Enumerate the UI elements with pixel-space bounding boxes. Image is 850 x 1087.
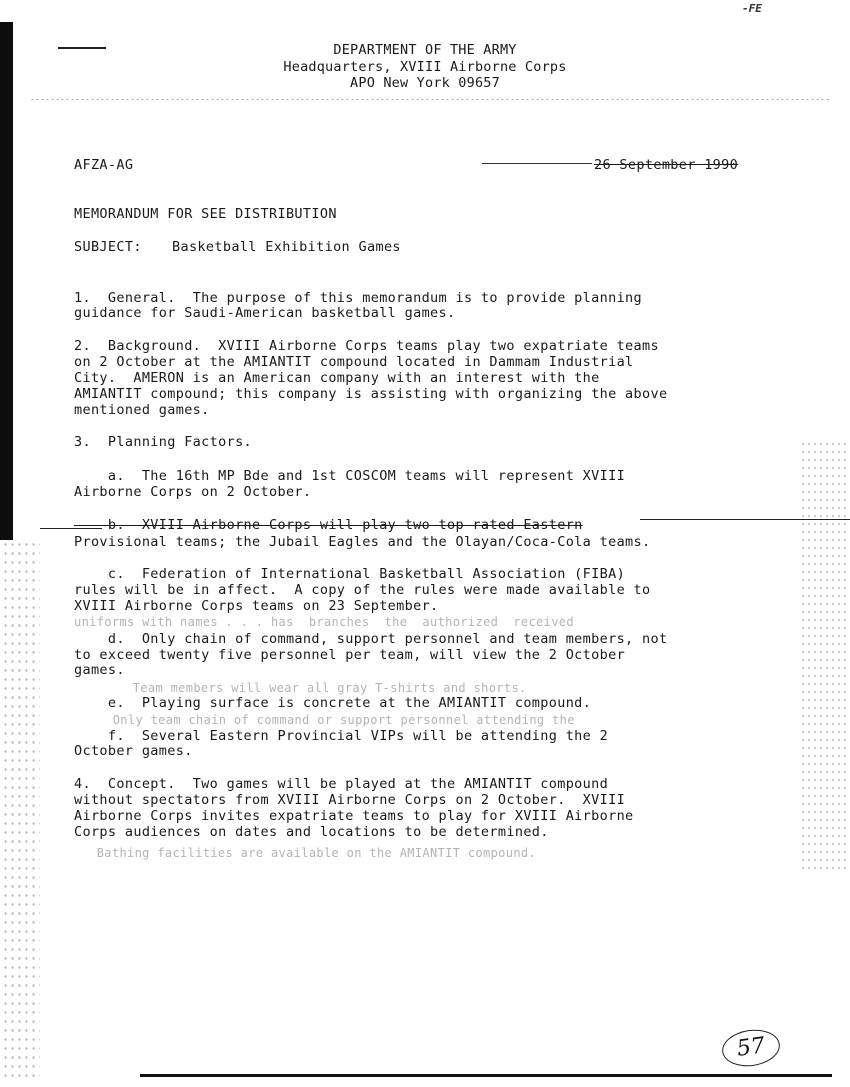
p3b-line-2: Provisional teams; the Jubail Eagles and the Olayan/Coca-Cola teams. [74,534,651,550]
p3c-line-3: XVIII Airborne Corps teams on 23 September. [74,598,439,614]
p3d-line-3: games. [74,662,125,678]
memo-for-line: MEMORANDUM FOR SEE DISTRIBUTION [74,206,337,222]
scan-edge-bar [0,22,13,540]
p2-line-3: City. AMERON is an American company with an interest with the [74,370,600,386]
p1-line-2: guidance for Saudi-American basketball games. [74,305,456,321]
p2-line-4: AMIANTIT compound; this company is assisting with organizing the above [74,386,668,402]
p3f-line-2: October games. [74,743,193,759]
office-symbol: AFZA-AG [74,157,134,173]
p4-line-3: Airborne Corps invites expatriate teams to play for XVIII Airborne [74,808,634,824]
scan-edge-noise [2,540,40,1080]
p3d-faded-line: Team members will wear all gray T-shirts and shorts. [110,681,527,695]
date-rule [482,163,592,164]
subject-text: Basketball Exhibition Games [172,239,401,255]
corner-handwritten-mark: -FE [742,2,762,15]
p3c-line-1: c. Federation of International Basketball Association (FIBA) [74,566,626,582]
subject-label: SUBJECT: [74,239,142,255]
p3a-line-1: a. The 16th MP Bde and 1st COSCOM teams will represent XVIII [74,468,626,484]
letterhead-divider [30,98,830,101]
letterhead-department: DEPARTMENT OF THE ARMY [333,42,517,58]
p3c-line-2: rules will be in affect. A copy of the rules were made available to [74,582,651,598]
p2-line-2: on 2 October at the AMIANTIT compound located in Dammam Industrial [74,354,634,370]
p4-faded-line: Bathing facilities are available on the AMIANTIT compound. [74,846,537,860]
strike-extension [640,519,850,520]
p3a-line-2: Airborne Corps on 2 October. [74,484,312,500]
p3e-faded-line: Only team chain of command or support personnel attending the [90,713,575,727]
scan-right-noise [800,440,850,870]
p3f-line-1: f. Several Eastern Provincial VIPs will be attending the 2 [74,728,609,744]
p4-line-2: without spectators from XVIII Airborne Corps on 2 October. XVIII [74,792,626,808]
p3b-line-1: b. XVIII Airborne Corps will play two top rated Eastern [74,517,583,533]
p4-line-1: 4. Concept. Two games will be played at the AMIANTIT compound [74,776,609,792]
p1-line-1: 1. General. The purpose of this memorandum is to provide planning [74,290,643,306]
p3c-faded-line: uniforms with names . . . has branches the authorized received [74,615,574,629]
memo-date: 26 September 1990 [594,157,739,173]
p4-line-4: Corps audiences on dates and locations to be determined. [74,824,549,840]
p2-line-5: mentioned games. [74,402,210,418]
p3-heading: 3. Planning Factors. [74,434,253,450]
letterhead-headquarters: Headquarters, XVIII Airborne Corps [283,59,567,75]
page-number-stamp: 57 [720,1026,782,1070]
bottom-scan-line [140,1074,832,1077]
p3d-line-1: d. Only chain of command, support personnel and team members, not [74,631,668,647]
p3d-line-2: to exceed twenty five personnel per team, will view the 2 October [74,647,626,663]
p3e-line: e. Playing surface is concrete at the AMIANTIT compound. [74,695,592,711]
p2-line-1: 2. Background. XVIII Airborne Corps teams play two expatriate teams [74,338,659,354]
letterhead-apo: APO New York 09657 [350,75,500,91]
